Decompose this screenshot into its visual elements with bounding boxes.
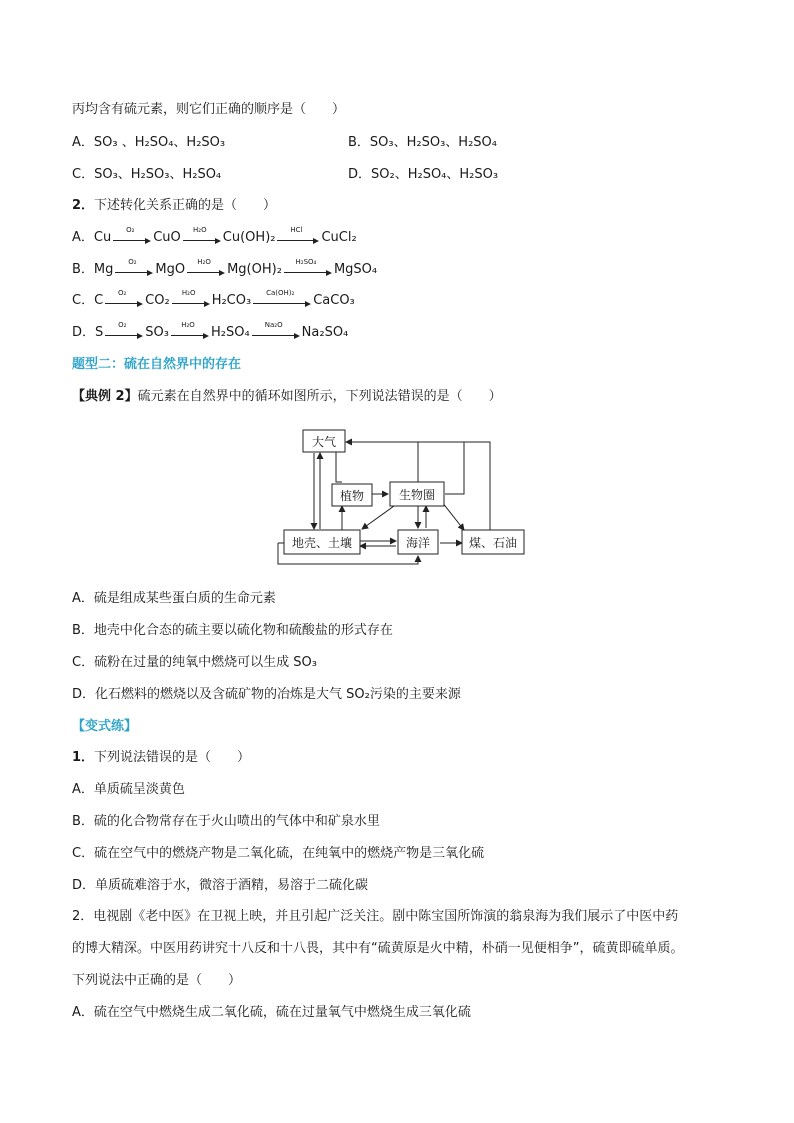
variant-option-a bbox=[72, 781, 185, 799]
species: MgSO₄ bbox=[333, 262, 378, 277]
species: Mg bbox=[93, 262, 114, 277]
question-stem: 下述转化关系正确的是（ ） bbox=[94, 198, 277, 213]
variant-question-1 bbox=[72, 749, 250, 767]
sulfur-cycle-diagram bbox=[270, 424, 526, 568]
question-2 bbox=[72, 197, 276, 215]
option-label: C． bbox=[72, 846, 95, 861]
option-text: 单质硫呈淡黄色 bbox=[93, 782, 185, 797]
option-a bbox=[72, 134, 225, 152]
reaction-arrow bbox=[183, 225, 221, 243]
option-text: 硫在空气中燃烧生成二氧化硫，硫在过量氧气中燃烧生成三氧化硫 bbox=[93, 1005, 471, 1020]
option-label: B． bbox=[348, 135, 370, 150]
option-text: 硫的化合物常存在于火山喷出的气体中和矿泉水里 bbox=[93, 814, 380, 829]
question-stem: 下列说法错误的是（ ） bbox=[94, 750, 251, 765]
example-option-d bbox=[72, 686, 461, 704]
option-label: B． bbox=[72, 814, 94, 829]
example-option-a bbox=[72, 590, 276, 608]
row-label: B． bbox=[72, 262, 94, 277]
question-number: 2． bbox=[72, 198, 95, 213]
arrow-reagent: H₂O bbox=[197, 257, 211, 266]
arrow-reagent: Na₂O bbox=[264, 320, 283, 329]
arrow-reagent: HCl bbox=[290, 225, 303, 234]
species: Na₂SO₄ bbox=[301, 325, 349, 340]
example-tag: 【典例 2】 bbox=[72, 389, 138, 404]
variant-question-2-line3: 下列说法中正确的是（ ） bbox=[72, 973, 242, 988]
option-text: 硫粉在过量的纯氧中燃烧可以生成 SO₃ bbox=[94, 655, 317, 670]
variant-question-2-line2: 的博大精深。中医用药讲究十八反和十八畏，其中有“硫黄原是火中精，朴硝一见便相争”，硫黄即硫单质。 bbox=[72, 941, 684, 956]
label-ocean: 海洋 bbox=[405, 536, 431, 550]
arrow-reagent: Ca(OH)₂ bbox=[266, 288, 295, 297]
reaction-arrow bbox=[105, 320, 143, 338]
variant-question-2-line1: 2．电视剧《老中医》在卫视上映，并且引起广泛关注。剧中陈宝国所饰演的翁泉海为我们展示了中医中药 bbox=[72, 909, 679, 924]
option-label: A． bbox=[72, 782, 94, 797]
row-label: D． bbox=[72, 325, 96, 340]
arrow-reagent: H₂O bbox=[193, 225, 207, 234]
reaction-arrow bbox=[115, 257, 153, 275]
reaction-arrow bbox=[171, 320, 209, 338]
species: H₂CO₃ bbox=[211, 293, 252, 308]
example-option-b bbox=[72, 622, 393, 640]
variant-q2-option-a bbox=[72, 1004, 471, 1022]
option-text: 硫在空气中的燃烧产物是二氧化硫，在纯氧中的燃烧产物是三氧化硫 bbox=[94, 846, 485, 861]
reaction-arrow bbox=[284, 257, 332, 275]
conversion-row-a bbox=[72, 225, 357, 247]
conversion-row-c bbox=[72, 288, 355, 310]
label-coal: 煤、石油 bbox=[468, 536, 518, 550]
option-label: A． bbox=[72, 591, 94, 606]
option-label: A． bbox=[72, 135, 94, 150]
label-plants: 植物 bbox=[339, 489, 365, 503]
reaction-arrow bbox=[105, 288, 143, 306]
option-text: SO₃ 、H₂SO₄、H₂SO₃ bbox=[93, 135, 226, 150]
option-label: A． bbox=[72, 1005, 94, 1020]
option-label: C． bbox=[72, 167, 95, 182]
row-label: C． bbox=[72, 293, 95, 308]
reaction-arrow bbox=[253, 288, 311, 306]
label-biosphere: 生物圈 bbox=[398, 488, 436, 502]
species: S bbox=[95, 325, 104, 340]
arrow-reagent: H₂O bbox=[181, 320, 195, 329]
option-c bbox=[72, 166, 221, 184]
arrow-reagent: H₂SO₄ bbox=[295, 257, 317, 266]
reaction-arrow bbox=[172, 288, 210, 306]
option-text: 单质硫难溶于水，微溶于酒精，易溶于二硫化碳 bbox=[95, 878, 369, 893]
option-d bbox=[348, 166, 498, 184]
species: MgO bbox=[155, 262, 186, 277]
section-heading: 题型二：硫在自然界中的存在 bbox=[72, 357, 242, 372]
species: H₂SO₄ bbox=[210, 325, 250, 340]
variant-heading: 【变式练】 bbox=[72, 719, 138, 734]
species: CuO bbox=[153, 230, 181, 245]
arrow-reagent: O₂ bbox=[126, 225, 135, 234]
example-option-c bbox=[72, 654, 317, 672]
species: CO₂ bbox=[145, 293, 170, 308]
option-text: 化石燃料的燃烧以及含硫矿物的冶炼是大气 SO₂污染的主要来源 bbox=[95, 687, 461, 702]
option-text: SO₃、H₂SO₃、H₂SO₄ bbox=[94, 167, 222, 182]
option-label: C． bbox=[72, 655, 95, 670]
question-number: 1． bbox=[72, 750, 95, 765]
label-crust: 地壳、土壤 bbox=[291, 536, 353, 550]
reaction-arrow bbox=[113, 225, 151, 243]
reaction-arrow bbox=[187, 257, 225, 275]
species: Mg(OH)₂ bbox=[227, 262, 282, 277]
reaction-arrow bbox=[277, 225, 319, 243]
arrow-reagent: O₂ bbox=[128, 257, 137, 266]
variant-option-c bbox=[72, 845, 484, 863]
species: SO₃ bbox=[145, 325, 169, 340]
option-text: SO₃、H₂SO₃、H₂SO₄ bbox=[369, 135, 497, 150]
option-text: 硫是组成某些蛋白质的生命元素 bbox=[93, 591, 276, 606]
example-2-stem bbox=[72, 388, 502, 406]
arrow-reagent: H₂O bbox=[181, 288, 196, 297]
variant-option-d bbox=[72, 877, 368, 895]
label-atmosphere: 大气 bbox=[311, 435, 337, 449]
option-label: D． bbox=[72, 878, 96, 893]
arrow-reagent: O₂ bbox=[117, 288, 127, 297]
species: CuCl₂ bbox=[321, 230, 357, 245]
option-text: 地壳中化合态的硫主要以硫化物和硫酸盐的形式存在 bbox=[93, 623, 393, 638]
option-text: SO₂、H₂SO₄、H₂SO₃ bbox=[371, 167, 499, 182]
species: C bbox=[94, 293, 104, 308]
option-label: D． bbox=[72, 687, 96, 702]
species: Cu bbox=[93, 230, 112, 245]
example-stem-text: 硫元素在自然界中的循环如图所示，下列说法错误的是（ ） bbox=[137, 389, 502, 404]
conversion-row-b bbox=[72, 257, 378, 279]
arrow-reagent: O₂ bbox=[118, 320, 127, 329]
species: Cu(OH)₂ bbox=[222, 230, 276, 245]
row-label: A． bbox=[72, 230, 94, 245]
species: CaCO₃ bbox=[313, 293, 355, 308]
conversion-row-d bbox=[72, 320, 349, 342]
option-label: B． bbox=[72, 623, 94, 638]
question-intro: 丙均含有硫元素，则它们正确的顺序是（ ） bbox=[72, 102, 346, 117]
variant-option-b bbox=[72, 813, 380, 831]
reaction-arrow bbox=[252, 320, 300, 338]
option-b bbox=[348, 134, 497, 152]
option-label: D． bbox=[348, 167, 372, 182]
